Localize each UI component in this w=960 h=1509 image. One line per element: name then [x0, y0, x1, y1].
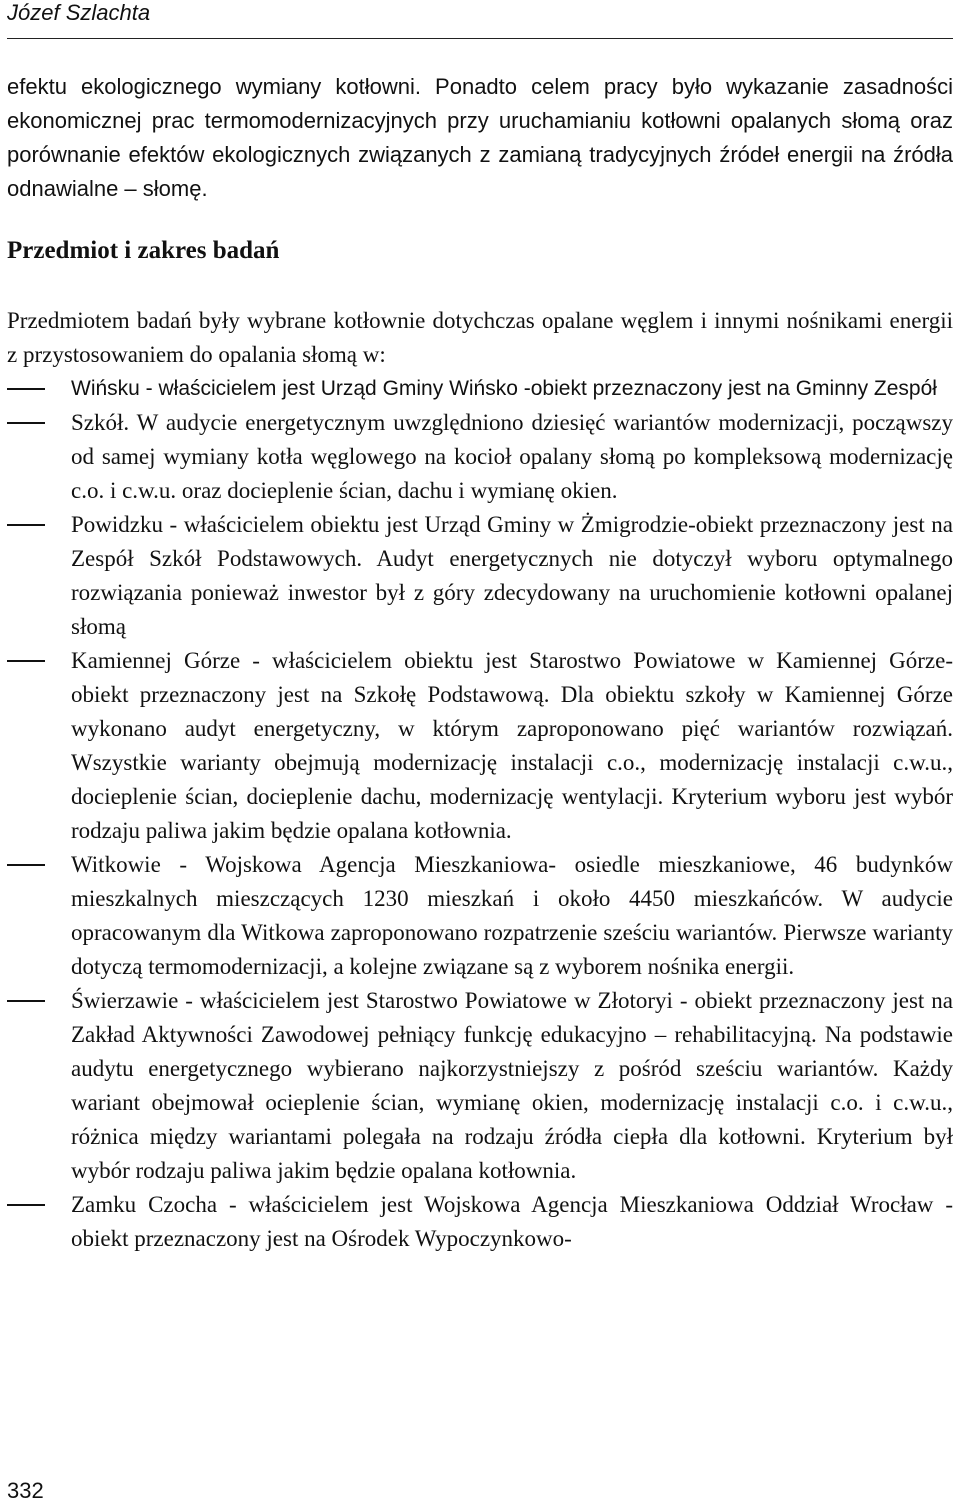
list-item — [7, 848, 953, 984]
list-item — [7, 644, 953, 848]
section-intro: Przedmiotem badań były wybrane kotłownie dotychczas opalane węglem i innymi nośnikami energii z przystosowaniem do opalania słomą w: — [7, 308, 953, 367]
opening-paragraph-text: efektu ekologicznego wymiany kotłowni. Ponadto celem pracy było wykazanie zasadności ekonomicznej prac termomodernizacyjnych przy uruchamianiu kotłowni opalanych słomą oraz porównanie efektów ekologicznych związanych z zamianą tradycyjnych źródeł energii na źródła odnawialne – słomę. — [7, 74, 953, 201]
list-item — [7, 1188, 953, 1256]
list-item-text: Powidzku - właścicielem obiektu jest Urząd Gminy w Żmigrodzie-obiekt przeznaczony jest na Zespół Szkół Podstawowych. Audyt energetycznych nie dotyczył wyboru optymalnego rozwiązania ponieważ inwestor był z góry zdecydowany na uruchomienie kotłowni opalanej słomą — [71, 512, 953, 639]
list-item — [7, 372, 953, 406]
page-number: 332 — [7, 1478, 44, 1503]
dash-bullet-icon — [7, 422, 45, 424]
facility-list — [7, 372, 953, 1256]
running-head — [7, 0, 953, 39]
list-item-text: Witkowie - Wojskowa Agencja Mieszkaniowa- osiedle mieszkaniowe, 46 budynków mieszkalnych mieszczących 1230 mieszkań i około 4450 mieszkańców. W audycie opracowanym dla Witkowa zaproponowano rozpatrzenie sześciu wariantów. Pierwsze warianty dotyczą termomodernizacji, a kolejne związane są z wyborem nośnika energii. — [71, 852, 953, 979]
dash-bullet-icon — [7, 524, 45, 526]
list-item — [7, 406, 953, 508]
dash-bullet-icon — [7, 864, 45, 866]
author-name: Józef Szlachta — [7, 0, 151, 25]
list-item-text: Zamku Czocha - właścicielem jest Wojskowa Agencja Mieszkaniowa Oddział Wrocław - obiekt przeznaczony jest na Ośrodek Wypoczynkowo- — [71, 1192, 953, 1251]
dash-bullet-icon — [7, 388, 45, 390]
list-item-text: Szkół. W audycie energetycznym uwzględniono dziesięć wariantów modernizacji, począwszy od samej wymiany kotła węglowego na kocioł opalany słomą po kompleksową modernizację c.o. i c.w.u. oraz docieplenie ścian, dachu i wymianę okien. — [71, 410, 953, 503]
dash-bullet-icon — [7, 1000, 45, 1002]
dash-bullet-icon — [7, 1204, 45, 1206]
opening-paragraph — [7, 70, 953, 206]
list-item — [7, 508, 953, 644]
list-item-text: Wińsku - właścicielem jest Urząd Gminy Wińsko -obiekt przeznaczony jest na Gminny Zespół — [71, 377, 937, 400]
list-item — [7, 984, 953, 1188]
list-item-text: Kamiennej Górze - właścicielem obiektu jest Starostwo Powiatowe w Kamiennej Górze- obiekt przeznaczony jest na Szkołę Podstawową. Dla obiektu szkoły w Kamiennej Górze wykonano audyt energetyczny, w którym zaproponowano pięć wariantów rozwiązań. Wszystkie warianty obejmują modernizację instalacji c.o., modernizację instalacji c.w.u., docieplenie ścian, docieplenie dachu, modernizację wentylacji. Kryterium wyboru jest wybór rodzaju paliwa jakim będzie opalana kotłownia. — [71, 648, 953, 843]
section-heading: Przedmiot i zakres badań — [7, 237, 280, 264]
list-item-text: Świerzawie - właścicielem jest Starostwo Powiatowe w Złotoryi - obiekt przeznaczony jest na Zakład Aktywności Zawodowej pełniący funkcję edukacyjno – rehabilitacyjną. Na podstawie audytu energetycznego wybierano najkorzystniejszy z pośród sześciu wariantów. Każdy wariant obejmował ocieplenie ścian, wymianę okien, modernizację instalacji c.o. i c.w.u., różnica między wariantami polegała na rodzaju źródła ciepła dla kotłowni. Kryterium był wybór rodzaju paliwa jakim będzie opalana kotłownia. — [71, 988, 953, 1183]
dash-bullet-icon — [7, 660, 45, 662]
